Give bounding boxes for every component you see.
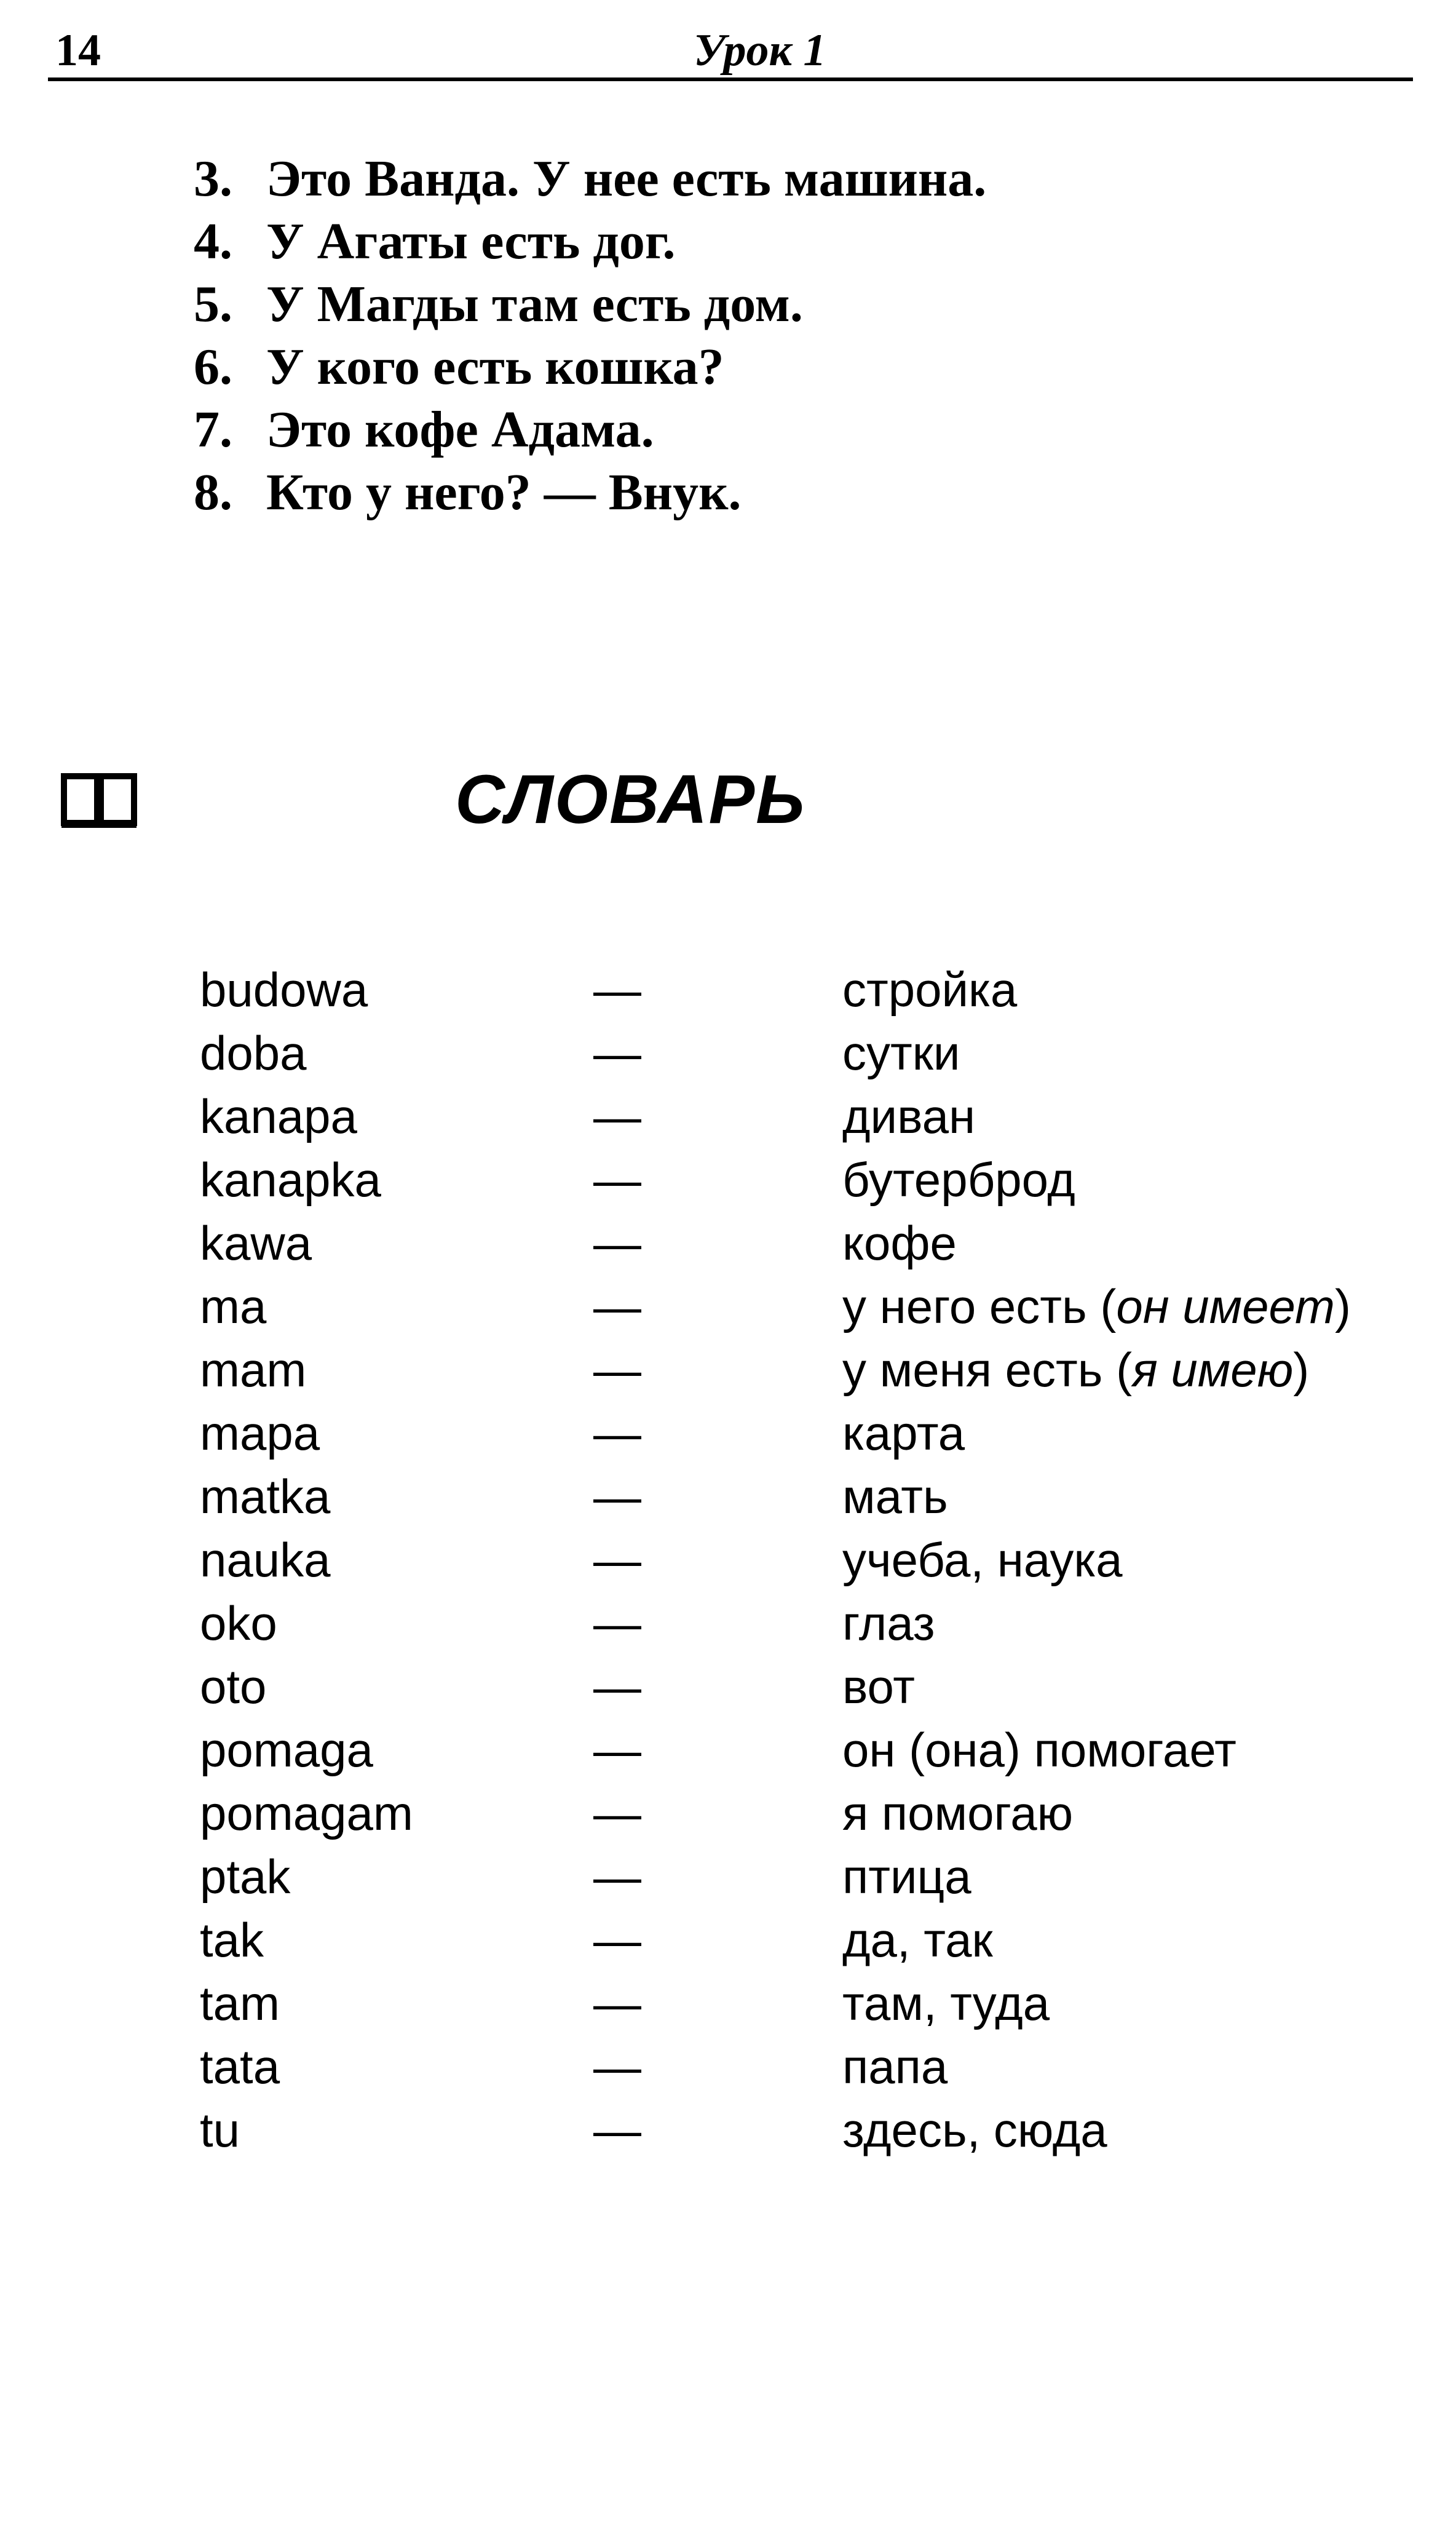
exercise-text: У Магды там есть дом.	[266, 276, 803, 333]
polish-word: mam	[200, 1343, 307, 1397]
dash: —	[593, 1913, 641, 1967]
translation-note: он имеет	[1116, 1279, 1335, 1333]
exercise-number: 3.	[194, 150, 232, 207]
polish-word: nauka	[200, 1533, 331, 1587]
polish-word: tata	[200, 2040, 280, 2094]
dash: —	[593, 1850, 641, 1904]
dash: —	[593, 1153, 641, 1207]
dash: —	[593, 963, 641, 1017]
russian-translation: вот	[842, 1659, 915, 1714]
russian-translation: карта	[842, 1406, 965, 1460]
dash: —	[593, 1406, 641, 1460]
polish-word: budowa	[200, 963, 368, 1017]
exercise-text: Это кофе Адама.	[266, 401, 654, 458]
russian-translation: там, туда	[842, 1976, 1050, 2030]
lesson-title: Урок 1	[694, 25, 826, 76]
dash: —	[593, 2040, 641, 2094]
page-header	[48, 18, 1413, 81]
polish-word: mapa	[200, 1406, 320, 1460]
russian-translation: папа	[842, 2040, 948, 2094]
russian-translation: я помогаю	[842, 1786, 1074, 1840]
russian-translation: мать	[842, 1469, 948, 1524]
dash: —	[593, 1533, 641, 1587]
exercise-text: Кто у него? — Внук.	[266, 464, 742, 521]
exercise-number: 4.	[194, 213, 232, 270]
russian-translation: глаз	[842, 1596, 935, 1650]
dash: —	[593, 2103, 641, 2157]
russian-translation: диван	[842, 1089, 976, 1143]
russian-translation: у него есть (он имеет)	[842, 1279, 1351, 1333]
polish-word: ptak	[200, 1850, 291, 1904]
polish-word: kanapa	[200, 1089, 357, 1143]
exercise-number: 8.	[194, 464, 232, 521]
polish-word: matka	[200, 1469, 331, 1524]
exercise-item	[194, 461, 986, 524]
exercise-number: 6.	[194, 338, 232, 395]
dash: —	[593, 1596, 641, 1650]
dash: —	[593, 1279, 641, 1333]
polish-word: ma	[200, 1279, 267, 1333]
russian-translation: учеба, наука	[842, 1533, 1123, 1587]
exercise-number: 5.	[194, 276, 232, 333]
russian-translation: у меня есть (я имею)	[842, 1343, 1310, 1397]
polish-word: oto	[200, 1659, 267, 1714]
book-icon	[59, 770, 139, 829]
dash: —	[593, 1343, 641, 1397]
polish-word: tak	[200, 1913, 264, 1967]
russian-translation: сутки	[842, 1026, 960, 1080]
section-title: СЛОВАРЬ	[455, 761, 806, 838]
russian-translation: он (она) помогает	[842, 1723, 1236, 1777]
exercise-list	[194, 148, 986, 524]
dash: —	[593, 1089, 641, 1143]
russian-translation: да, так	[842, 1913, 993, 1967]
page-number: 14	[55, 25, 101, 76]
polish-word: kanapka	[200, 1153, 381, 1207]
polish-word: tam	[200, 1976, 280, 2030]
russian-translation: птица	[842, 1850, 971, 1904]
polish-word: pomaga	[200, 1723, 373, 1777]
exercise-item	[194, 399, 986, 461]
polish-word: tu	[200, 2103, 240, 2157]
dash: —	[593, 1659, 641, 1714]
polish-word: oko	[200, 1596, 277, 1650]
russian-translation: кофе	[842, 1216, 957, 1270]
dash: —	[593, 1026, 641, 1080]
exercise-item	[194, 336, 986, 399]
russian-translation: здесь, сюда	[842, 2103, 1107, 2157]
dash: —	[593, 1976, 641, 2030]
translation-text: у него есть	[842, 1279, 1087, 1333]
exercise-item	[194, 148, 986, 210]
translation-note: я имею	[1132, 1343, 1294, 1397]
exercise-text: У Агаты есть дог.	[266, 213, 676, 270]
dash: —	[593, 1786, 641, 1840]
exercise-item	[194, 210, 986, 273]
polish-word: doba	[200, 1026, 307, 1080]
polish-word: kawa	[200, 1216, 312, 1270]
exercise-text: Это Ванда. У нее есть машина.	[266, 150, 987, 207]
exercise-number: 7.	[194, 401, 232, 458]
dash: —	[593, 1469, 641, 1524]
russian-translation: бутерброд	[842, 1153, 1075, 1207]
exercise-text: У кого есть кошка?	[266, 338, 724, 395]
dash: —	[593, 1723, 641, 1777]
exercise-item	[194, 273, 986, 336]
russian-translation: стройка	[842, 963, 1018, 1017]
translation-text: у меня есть	[842, 1343, 1103, 1397]
dash: —	[593, 1216, 641, 1270]
polish-word: pomagam	[200, 1786, 413, 1840]
